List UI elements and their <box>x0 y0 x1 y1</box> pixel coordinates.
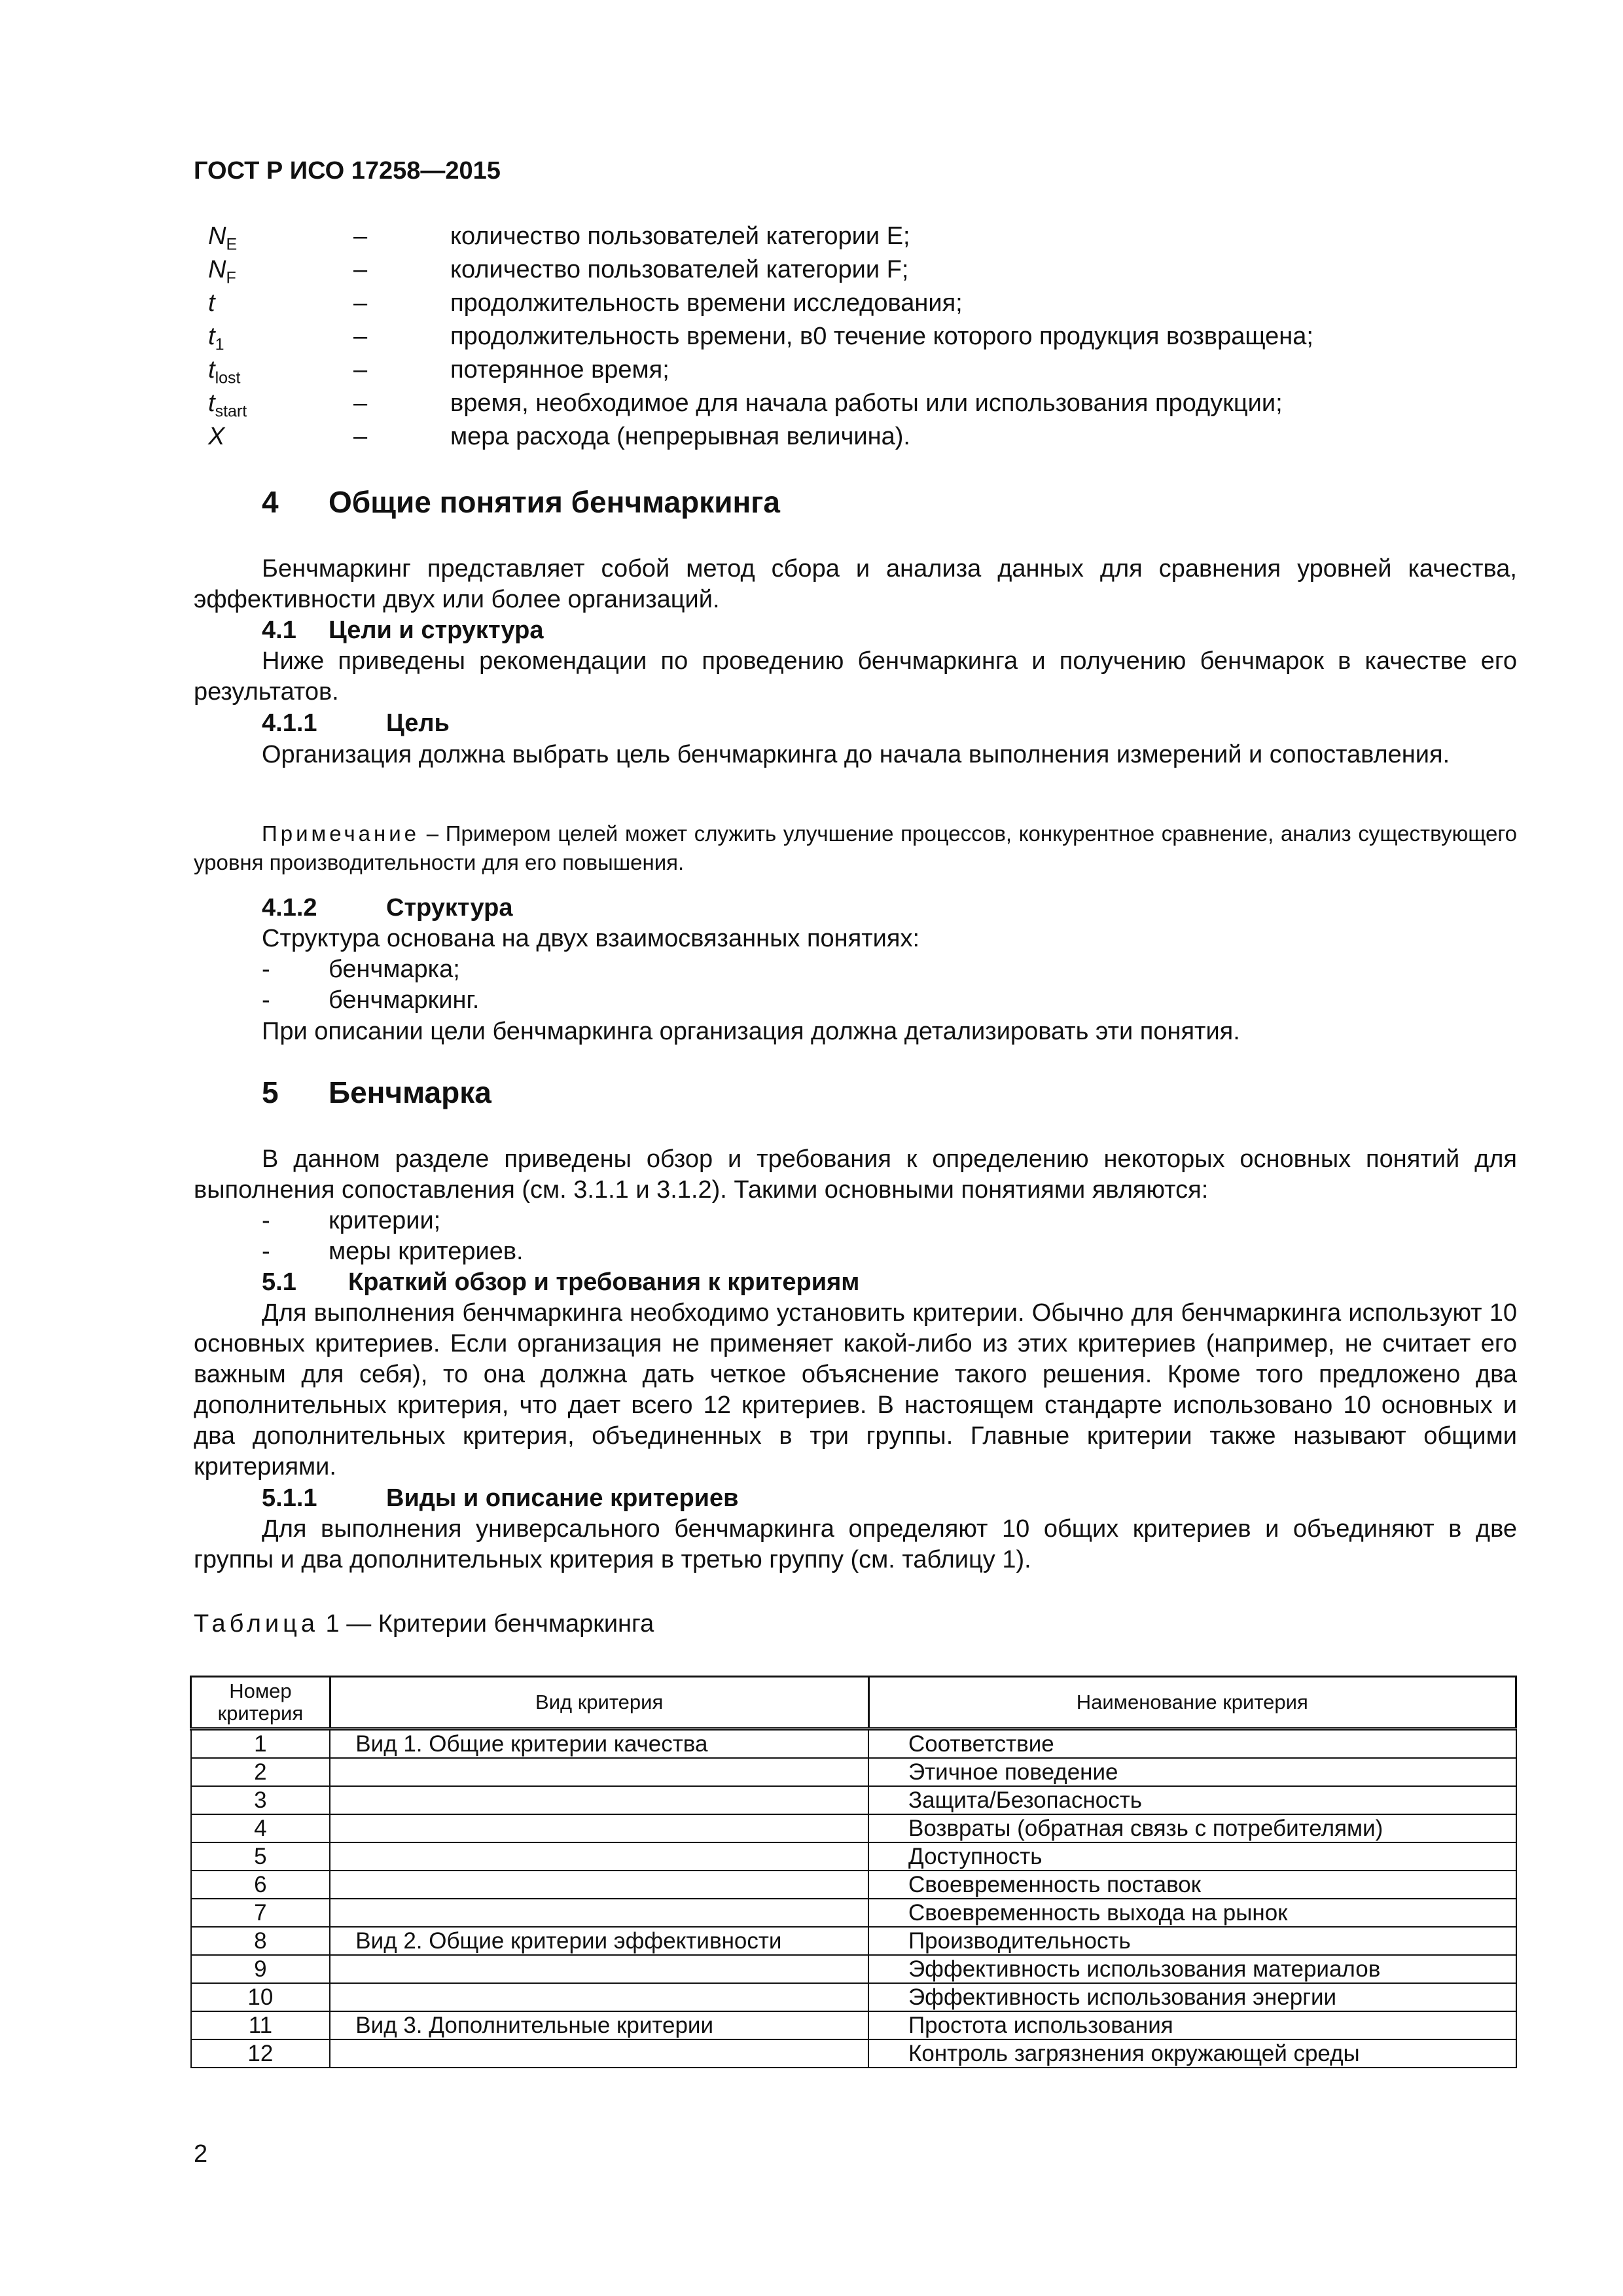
cell-name: Эффективность использования энергии <box>868 1983 1516 2011</box>
cell-number: 10 <box>191 1983 330 2011</box>
definition-dash: – <box>353 223 368 250</box>
header-cell-name: Наименование критерия <box>868 1677 1516 1729</box>
cell-number: 6 <box>191 1871 330 1899</box>
cell-name: Доступность <box>868 1842 1516 1871</box>
section-4-1-2-paragraph: Структура основана на двух взаимосвязанных понятиях: <box>262 925 919 952</box>
cell-name: Эффективность использования материалов <box>868 1955 1516 1983</box>
section-title: Бенчмарка <box>329 1075 491 1109</box>
definition-text: мера расхода (непрерывная величина). <box>450 423 910 450</box>
definition-dash: – <box>353 323 368 350</box>
note <box>194 819 1517 877</box>
symbol: $t_{lost}$ <box>208 356 241 387</box>
cell-name: Простота использования <box>868 2011 1516 2039</box>
cell-type: Вид 2. Общие критерии эффективности <box>330 1927 868 1955</box>
definition-text: продолжительность времени исследования; <box>450 289 963 317</box>
definition-row <box>208 353 1452 387</box>
cell-type <box>330 1871 868 1899</box>
section-4-1-2-conclusion: При описании цели бенчмаркинга организация должна детализировать эти понятия. <box>262 1018 1240 1045</box>
subsection-5-1-1-heading: 5.1.1 Виды и описание критериев <box>262 1484 739 1512</box>
cell-type <box>330 2039 868 2068</box>
page-number: 2 <box>194 2140 208 2168</box>
definition-dash: – <box>353 256 368 283</box>
cell-name: Возвраты (обратная связь с потребителями) <box>868 1814 1516 1842</box>
table-row <box>191 2039 1516 2068</box>
cell-type <box>330 1955 868 1983</box>
section-5-1-paragraph: Для выполнения бенчмаркинга необходимо установить критерии. Обычно для бенчмаркинга используют 10 основных критериев. Если организация не применяет какой-либо из этих критериев (например, не считает его важным для себя), то она должна дать четкое объяснение такого решения. Кроме того предложено два дополнительных критерия, что дает всего 12 критериев. В настоящем стандарте использовано 10 основных и два дополнительных критерия, объединенных в три группы. Главные критерии также называют общими критериями. <box>194 1299 1517 1480</box>
cell-type <box>330 1983 868 2011</box>
cell-type <box>330 1786 868 1814</box>
cell-number: 7 <box>191 1899 330 1927</box>
cell-name: Соответствие <box>868 1729 1516 1759</box>
definition-row <box>208 253 1452 287</box>
table-row <box>191 1842 1516 1871</box>
cell-name: Своевременность поставок <box>868 1871 1516 1899</box>
criteria-table <box>190 1676 1517 2068</box>
cell-number: 2 <box>191 1758 330 1786</box>
symbol-definitions <box>208 220 1452 454</box>
subsection-4-1-heading: 4.1 Цели и структура <box>262 617 544 644</box>
section-4-1-paragraph: Ниже приведены рекомендации по проведению бенчмаркинга и получению бенчмарок в качестве его результатов. <box>194 647 1517 706</box>
section-title: Общие понятия бенчмаркинга <box>329 485 780 519</box>
table-row <box>191 2011 1516 2039</box>
definition-dash: – <box>353 423 368 450</box>
definition-text: количество пользователей категории E; <box>450 223 910 250</box>
cell-number: 9 <box>191 1955 330 1983</box>
definition-dash: – <box>353 289 368 317</box>
symbol: $t_1$ <box>208 323 224 354</box>
definition-row <box>208 287 1452 320</box>
table-header-row <box>191 1677 1516 1729</box>
table-row <box>191 1729 1516 1759</box>
definition-dash: – <box>353 356 368 384</box>
definition-dash: – <box>353 389 368 417</box>
symbol: $N_F$ <box>208 256 236 287</box>
table-caption-label: Таблица <box>194 1610 319 1638</box>
cell-name: Своевременность выхода на рынок <box>868 1899 1516 1927</box>
definition-row <box>208 387 1452 420</box>
list-item: - бенчмарка; <box>262 956 460 983</box>
definition-text: количество пользователей категории F; <box>450 256 909 283</box>
list-item: - критерии; <box>262 1207 441 1234</box>
section-5-1-1-paragraph: Для выполнения универсального бенчмаркинга определяют 10 общих критериев и объединяют в две группы и два дополнительных критерия в третью группу (см. таблицу 1). <box>194 1515 1517 1573</box>
cell-number: 4 <box>191 1814 330 1842</box>
document-code: ГОСТ Р ИСО 17258—2015 <box>194 157 501 185</box>
cell-number: 3 <box>191 1786 330 1814</box>
symbol: t <box>208 289 215 317</box>
header-cell-type: Вид критерия <box>330 1677 868 1729</box>
note-label: Примечание <box>262 821 420 846</box>
table-row <box>191 1786 1516 1814</box>
cell-type: Вид 1. Общие критерии качества <box>330 1729 868 1759</box>
symbol: X <box>208 423 225 450</box>
cell-number: 11 <box>191 2011 330 2039</box>
table-row <box>191 1927 1516 1955</box>
section-4-1-1-paragraph: Организация должна выбрать цель бенчмаркинга до начала выполнения измерений и сопоставления. <box>262 741 1450 768</box>
cell-number: 8 <box>191 1927 330 1955</box>
cell-name: Защита/Безопасность <box>868 1786 1516 1814</box>
table-caption <box>194 1610 654 1638</box>
definition-text: продолжительность времени, в0 течение которого продукция возвращена; <box>450 323 1313 350</box>
note-text: – Примером целей может служить улучшение процессов, конкурентное сравнение, анализ существующего уровня производительности для его повышения. <box>194 821 1517 874</box>
section-number: 4 <box>262 485 279 519</box>
cell-type <box>330 1899 868 1927</box>
definition-text: время, необходимое для начала работы или использования продукции; <box>450 389 1283 417</box>
symbol: $t_{start}$ <box>208 389 247 421</box>
table-row <box>191 1899 1516 1927</box>
subsection-4-1-2-heading: 4.1.2 Структура <box>262 894 513 922</box>
cell-name: Производительность <box>868 1927 1516 1955</box>
cell-type <box>330 1814 868 1842</box>
subsection-5-1-heading: 5.1 Краткий обзор и требования к критериям <box>262 1268 860 1296</box>
cell-type <box>330 1758 868 1786</box>
header-cell-number: Номер критерия <box>191 1677 330 1729</box>
table-row <box>191 1983 1516 2011</box>
section-5-heading <box>262 1075 491 1110</box>
definition-row <box>208 320 1452 353</box>
list-item: - меры критериев. <box>262 1238 524 1265</box>
cell-number: 5 <box>191 1842 330 1871</box>
cell-number: 1 <box>191 1729 330 1759</box>
definition-row <box>208 220 1452 253</box>
list-item: - бенчмаркинг. <box>262 986 480 1014</box>
section-number: 5 <box>262 1075 279 1109</box>
cell-name: Контроль загрязнения окружающей среды <box>868 2039 1516 2068</box>
table-row <box>191 1871 1516 1899</box>
table-row <box>191 1814 1516 1842</box>
definition-row <box>208 420 1452 454</box>
cell-name: Этичное поведение <box>868 1758 1516 1786</box>
cell-number: 12 <box>191 2039 330 2068</box>
section-5-paragraph-1: В данном разделе приведены обзор и требования к определению некоторых основных понятий для выполнения сопоставления (см. 3.1.1 и 3.1.2). Такими основными понятиями являются: <box>194 1145 1517 1204</box>
definition-text: потерянное время; <box>450 356 669 384</box>
symbol: $N_E$ <box>208 223 238 254</box>
section-4-heading <box>262 484 780 520</box>
cell-type <box>330 1842 868 1871</box>
table-row <box>191 1955 1516 1983</box>
table-caption-text: 1 — Критерии бенчмаркинга <box>319 1610 654 1638</box>
table-row <box>191 1758 1516 1786</box>
cell-type: Вид 3. Дополнительные критерии <box>330 2011 868 2039</box>
section-4-paragraph-1: Бенчмаркинг представляет собой метод сбора и анализа данных для сравнения уровней качества, эффективности двух или более организаций. <box>194 555 1517 613</box>
subsection-4-1-1-heading: 4.1.1 Цель <box>262 709 450 737</box>
